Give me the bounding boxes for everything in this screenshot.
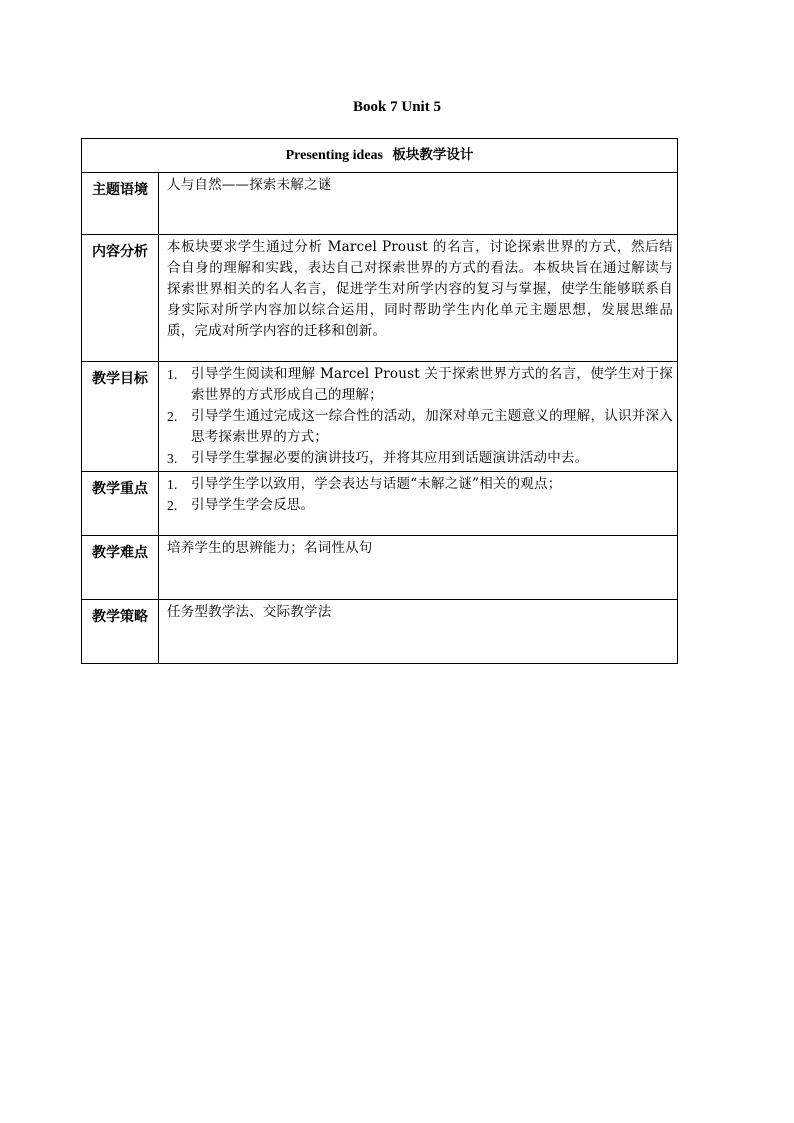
row-content-theme: 人与自然——探索未解之谜 [159, 173, 678, 235]
row-label-key-points: 教学重点 [82, 472, 159, 536]
row-content-strategies: 任务型教学法、交际教学法 [159, 600, 678, 664]
list-item: 1. 引导学生阅读和理解 Marcel Proust 关于探索世界方式的名言，使学生对于探索世界的方式形成自己的理解； [167, 366, 674, 403]
lesson-plan-table [81, 138, 678, 664]
goals-list [167, 364, 673, 469]
table-row [82, 600, 678, 664]
row-label-theme: 主题语境 [82, 173, 159, 235]
row-content-teaching-goals [159, 362, 678, 472]
row-label-content-analysis: 内容分析 [82, 235, 159, 362]
document-title: Book 7 Unit 5 [353, 99, 441, 115]
row-label-strategies: 教学策略 [82, 600, 159, 664]
list-item: 2. 引导学生学会反思。 [167, 497, 315, 513]
list-item: 3. 引导学生掌握必要的演讲技巧，并将其应用到话题演讲活动中去。 [167, 450, 589, 466]
table-header-row [82, 139, 678, 173]
table-header [82, 139, 678, 173]
row-label-teaching-goals: 教学目标 [82, 362, 159, 472]
list-item: 1. 引导学生学以致用，学会表达与话题“未解之谜”相关的观点； [167, 476, 562, 492]
row-content-key-points [159, 472, 678, 536]
row-label-difficulties: 教学难点 [82, 536, 159, 600]
row-content-content-analysis: 本板块要求学生通过分析 Marcel Proust 的名言，讨论探索世界的方式，然后结合自身的理解和实践，表达自己对探索世界的方式的看法。本板块旨在通过解读与探索世界相关的名人名言，促进学生对所学内容的复习与掌握，使学生能够联系自身实际对所学内容加以综合运用，同时帮助学生内化单元主题思想，发展思维品质，完成对所学内容的迁移和创新。 [159, 235, 678, 362]
header-english: Presenting ideas [285, 148, 383, 163]
table-row [82, 472, 678, 536]
key-points-list [167, 474, 673, 516]
table-row [82, 235, 678, 362]
table-row [82, 536, 678, 600]
table-row [82, 173, 678, 235]
row-content-difficulties: 培养学生的思辨能力；名词性从句 [159, 536, 678, 600]
header-chinese: 板块教学设计 [392, 147, 474, 163]
table-row [82, 362, 678, 472]
list-item: 2. 引导学生通过完成这一综合性的活动，加深对单元主题意义的理解，认识并深入思考探索世界的方式； [167, 408, 674, 445]
